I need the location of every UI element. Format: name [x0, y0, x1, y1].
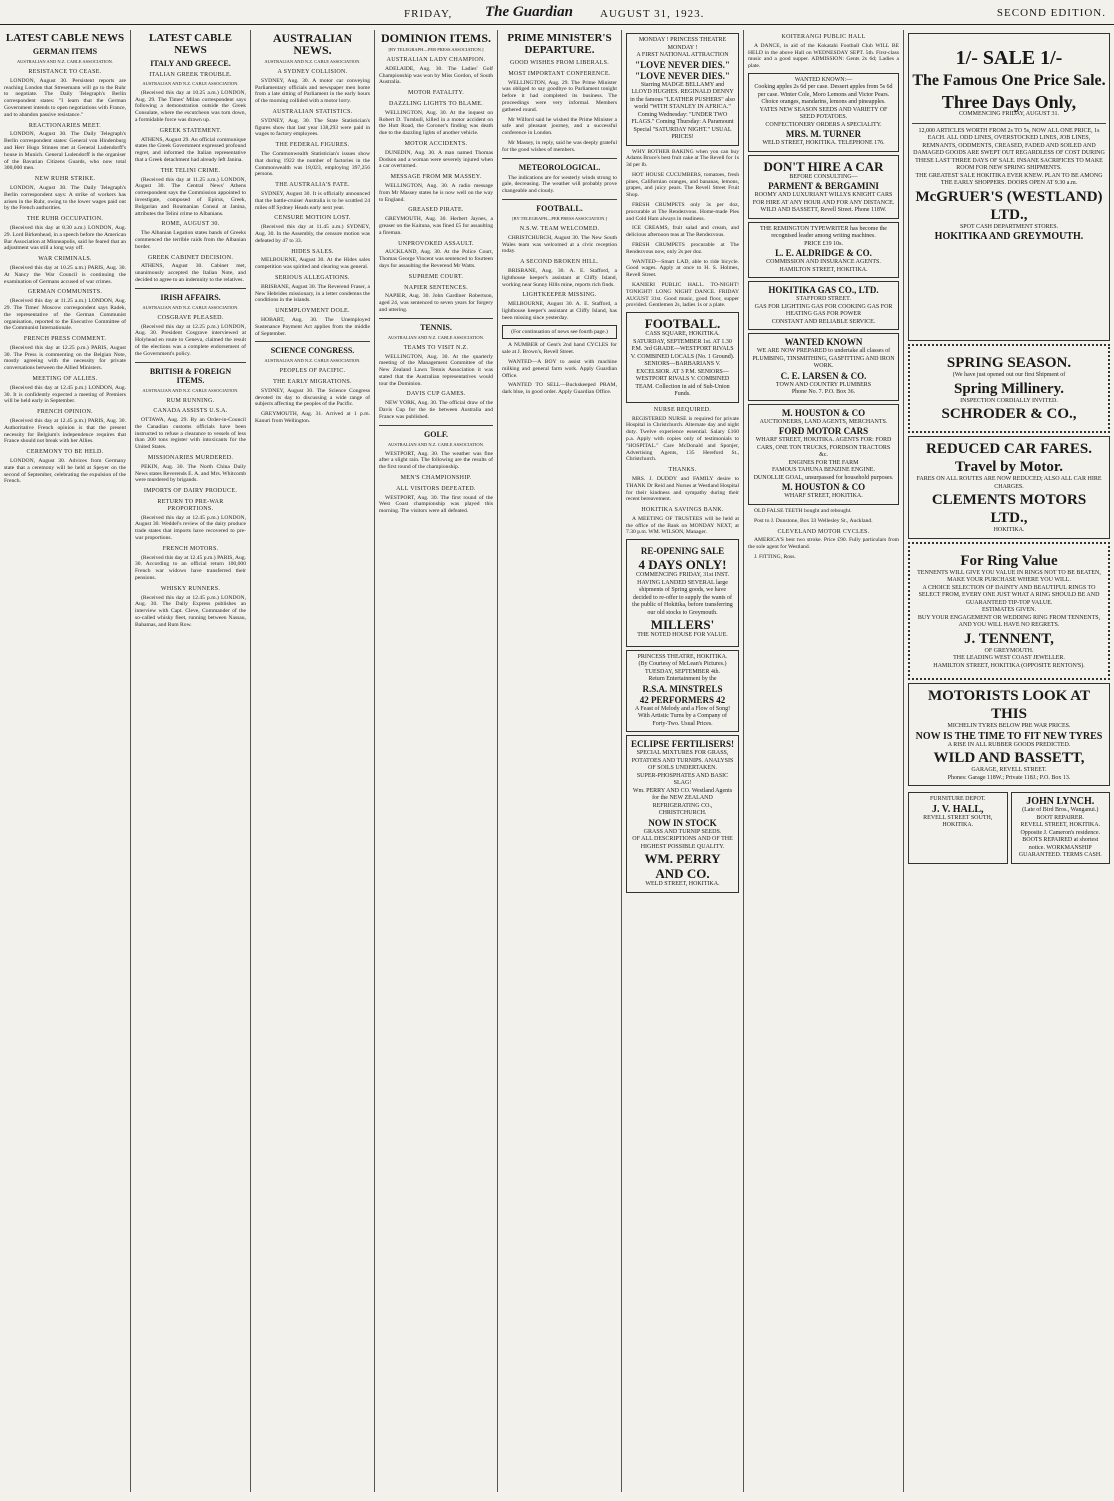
- article-heading: WHISKY RUNNERS.: [160, 585, 221, 592]
- eclipse-body: SPECIAL MIXTURES FOR GRASS, POTATOES AND TURNIPS. ANALYSIS OF SOILS UNDERTAKEN.: [631, 750, 734, 772]
- classified-ad: WANTED—Smart LAD, able to ride bicycle. Good wages. Apply at once to H. S. Holmes, Revell Street.: [626, 258, 739, 279]
- article-text: WELLINGTON, Aug. 30. At the inquest on Robert D. Turnbull, killed in a motor accident on the Hutt Road, the Coroner's finding was death due to the dazzling lights of another vehicle.: [379, 109, 493, 137]
- clements-name: CLEMENTS MOTORS LTD.,: [931, 492, 1087, 526]
- one-price-sale-ad: [908, 33, 1110, 341]
- sale-date: COMMENCING FRIDAY, 31st INST.: [635, 572, 730, 579]
- agency-credit: AUSTRALIAN AND N.Z. CABLE ASSOCIATION.: [387, 334, 485, 340]
- wanted-body: Cooking apples 2s 6d per case. Dessert apples from 5s 6d per case. Winter Cole, Moro Lemons and Victor Pears. Choice oranges, mandarins, lemons and pineapples.: [754, 84, 893, 106]
- turner-ad: [748, 73, 899, 152]
- section-heading: SCIENCE CONGRESS.: [270, 346, 355, 356]
- article-text: GREYMOUTH, Aug. 31. Arrived at 1 p.m. Kanuri from Wellington.: [255, 411, 370, 425]
- mcgruer-name: McGRUER'S (WESTLAND) LTD.,: [915, 188, 1103, 223]
- agency-credit: AUSTRALIAN AND N.Z. CABLE ASSOCIATION.: [387, 441, 485, 447]
- spring-inspection: INSPECTION CORDIALLY INVITED.: [960, 397, 1058, 404]
- nurse-ad: REGISTERED NURSE is required for private Hospital in Christchurch. Alternate day and night duty. Twelve experience essential. Salary £160 p.a. Apply with copies only of testimonials to "HOSPITAL." Care McDonald and Sponjer, Advertising Agents, 135 Hereford St., Christchurch.: [626, 415, 739, 463]
- lynch-boot-ad: [1011, 792, 1111, 864]
- ford-body: WHARF STREET, HOKITIKA. AGENTS FOR: FORD CARS, ONE TON TRUCKS, FORDSON TRACTORS &c.: [755, 437, 892, 459]
- article-text: (Received this day at 12.25 p.m.) LONDON, Aug. 30. President Cosgrave interviewed at Holyhead en route to Geneva, claimed the result of the elections was a complete endorsement of the Government's policy.: [135, 323, 246, 357]
- princess-date: TUESDAY, SEPTEMBER 4th.: [644, 668, 720, 675]
- section-heading: METEOROLOGICAL.: [518, 162, 601, 172]
- edition-label: SECOND EDITION.: [996, 7, 1106, 19]
- motorists-michelin: MICHELIN TYRES BELOW PRE WAR PRICES.: [947, 723, 1071, 729]
- agency-credit: AUSTRALIAN AND N.Z. CABLE ASSOCIATION.: [264, 59, 361, 64]
- article-heading: SUPREME COURT.: [408, 273, 464, 280]
- section-heading: IRISH AFFAIRS.: [160, 292, 221, 302]
- article-text: BRISBANE, Aug. 30. A. E. Stafford, a lighthouse keeper's assistant at Cliffy Island, working near Sunny Hills mine, reports rich finds.: [502, 267, 617, 288]
- spring-millinery: Spring Millinery.: [953, 380, 1064, 397]
- eclipse-title: ECLIPSE FERTILISERS!: [631, 739, 734, 750]
- article-heading: COSGRAVE PLEASED.: [157, 314, 224, 321]
- lynch-terms: BOOTS REPAIRED at shortest notice. WORKMANSHIP GUARANTEED. TERMS CASH.: [1018, 837, 1102, 858]
- yates-seeds: YATES NEW SEASON SEEDS AND VARIETY OF SEED POTATOES.: [759, 106, 888, 121]
- divider: [912, 123, 1106, 124]
- princess-courtesy: (By Courtesy of McLean's Pictures.): [638, 661, 727, 668]
- article-heading: DAZZLING LIGHTS TO BLAME.: [389, 100, 483, 107]
- article-heading: RESISTANCE TO CEASE.: [28, 69, 102, 75]
- minstrels-ad: [626, 650, 739, 733]
- section-heading: BRITISH & FOREIGN ITEMS.: [149, 366, 232, 385]
- article-heading: MEN'S CHAMPIONSHIP.: [400, 475, 472, 482]
- article-heading: AUSTRALIAN STATISTICS.: [272, 108, 353, 115]
- article-heading: FRENCH PRESS COMMENT.: [23, 336, 107, 343]
- clements-town: HOKITIKA.: [993, 527, 1025, 533]
- article-text: (Received this day at 12.25 p.m.) PARIS, August 30. The Press is commenting on the Belgian Note, mostly agreeing with the necessity for private conversations between the Allied Ministers.: [4, 344, 126, 372]
- article-heading: MOTOR ACCIDENTS.: [404, 140, 468, 147]
- divider: [502, 158, 617, 159]
- column-prime-minister: [498, 30, 622, 1492]
- reduced-fares-ad: [908, 436, 1110, 539]
- section-heading: FOOTBALL.: [536, 203, 583, 213]
- aldridge-address: HAMILTON STREET, HOKITIKA.: [779, 266, 868, 273]
- kanieri-hall-ad: KANIERI PUBLIC HALL. TO-NIGHT! TONIGHT! LONG NIGHT DANCE. FRIDAY AUGUST 31st. Good music, good floor, supper provided. Gentlemen 2s, ladies 1s or a plate.: [626, 282, 739, 309]
- confectionery: CONFECTIONERY ORDERS A SPECIALITY.: [765, 121, 882, 128]
- ring-body-2: A CHOICE SELECTION OF DAINTY AND BEAUTIFUL RINGS TO SELECT FROM, EVERY ONE JUST WHAT A RING SHOULD BE AND GUARANTEED TIP-TOP VALUE.: [918, 584, 1100, 606]
- article-heading: AUSTRALIAN LADY CHAMPION.: [386, 57, 486, 63]
- houston-name-2: M. HOUSTON & CO: [781, 482, 866, 493]
- spring-title: SPRING SEASON.: [946, 355, 1072, 371]
- car-body: ROOMY AND LUXURIANT WILLYS KNIGHT CARS FOR HIRE AT ANY HOUR AND FOR ANY DISTANCE.: [752, 192, 895, 206]
- article-text: SYDNEY, August 30. It is officially announced that the battle-cruiser Australia is to be scuttled 24 miles off Sydney Heads early next year.: [255, 190, 370, 211]
- nurse-heading: NURSE REQUIRED.: [653, 406, 712, 413]
- article-heading: MISSIONARIES MURDERED.: [147, 455, 234, 462]
- motorists-ad: [908, 683, 1110, 786]
- column-heading: LATEST CABLE NEWS: [148, 32, 233, 56]
- benzine: FAMOUS TAHUNA BENZINE ENGINE.: [772, 467, 875, 474]
- ring-body-3: BUY YOUR ENGAGEMENT OR WEDDING RING FROM TENNENTS, AND YOU WILL HAVE NO REGRETS.: [917, 614, 1101, 628]
- koiterangi-heading: KOITERANGI PUBLIC HALL: [781, 34, 866, 40]
- now-in-stock: NOW IN STOCK: [648, 817, 717, 828]
- article-heading: FRENCH OPINION.: [37, 409, 93, 416]
- article-text: PEKIN, Aug. 30. The North China Daily News states Reverends E. A. and Mrs. Whitcomb were murdered by brigands.: [135, 463, 246, 484]
- article-heading: GREEK STATEMENT.: [159, 127, 222, 134]
- article-text: WELLINGTON, Aug. 29. The Prime Minister was obliged to say goodbye to Parliament tonight before it had completed its business. The proceedings were very informal. Members gathered round.: [502, 79, 617, 113]
- article-heading: MOTOR FATALITY.: [407, 90, 465, 97]
- article-heading: ITALIAN GREEK TROUBLE.: [149, 72, 232, 78]
- agency-credit: [BY TELEGRAPH—PER PRESS ASSOCIATION.]: [511, 215, 607, 221]
- perry-address: WELD STREET, HOKITIKA.: [645, 881, 720, 888]
- sale-top: 1/- SALE 1/-: [955, 47, 1063, 69]
- article-heading: THE TELINI CRIME.: [160, 167, 221, 174]
- houston-desc: AUCTIONEERS, LAND AGENTS, MERCHANTS.: [759, 418, 888, 425]
- masthead: [0, 0, 1114, 25]
- wild-bassett-name: WILD AND BASSETT,: [933, 750, 1085, 766]
- rsa-title: R.S.A. MINSTRELS: [642, 683, 723, 694]
- article-heading: PEOPLES OF PACIFIC.: [279, 368, 346, 375]
- football-body: CASS SQUARE, HOKITIKA. SATURDAY, SEPTEMBER 1st. AT 1.30 P.M. 3rd GRADE—WESTPORT RIVALS V. COMBINED LOCALS (No. 1 Ground). SENIORS—BARBARIANS V. EXCELSIOR. AT 3 P.M. SENIORS—WESTPORT RIVALS V. COMBINED TEAM. Collection in aid of Sub-Union Funds.: [630, 331, 735, 398]
- article-heading: REACTIONARIES MEET.: [28, 122, 102, 129]
- article-text: ATHENS, August 29. An official communique states the Greek Government expressed profound regret, and informed the Italian representative that a Greek detachment had already left Janina.: [135, 136, 246, 163]
- article-heading: RETURN TO PRE-WAR PROPORTIONS.: [157, 499, 224, 512]
- gas-name: HOKITIKA GAS CO., LTD.: [768, 285, 879, 296]
- thanks-heading: THANKS.: [668, 467, 697, 474]
- cleveland-ad: AMERICA'S best two stroke. Price £90. Fully particulars from the sole agent for Westland.: [748, 537, 899, 551]
- sale-name: The Famous One Price Sale.: [912, 71, 1106, 89]
- eclipse-super: SUPER-PHOSPHATES AND BASIC SLAG!: [636, 772, 729, 787]
- article-text: SYDNEY, Aug. 30. The State Statistician's figures show that last year 138,293 were paid in wages to factory employees.: [255, 117, 370, 138]
- car-title: DON'T HIRE A CAR: [763, 158, 884, 174]
- millers-name: MILLERS': [650, 617, 715, 633]
- article-text: LONDON, August 30. The Daily Telegraph's Berlin correspondent states: General von Hindenburg and Herr Hugo Stinnes met at General Ludendorff's house in Munich. General Ludendorff is the organiser of the Bavarian Citizens Guards, who now total 300,000 men.: [4, 131, 126, 172]
- column-italy-greece: [131, 30, 251, 1492]
- column-advertisements-2: [744, 30, 904, 1492]
- sale-body: 12,000 ARTICLES WORTH FROM 2s TO 5s, NOW ALL ONE PRICE, 1s EACH. ALL ODD LINES, OVERSTOCKED LINES, JOB LINES, REMNANTS, ODDMENTS, CREASED, FADED AND SOILED AND DAMAGED GOODS ARE SWEPT OUT REGARDLESS OF COST DURING THESE LAST THREE DAYS OF SALE. INSANE SACRIFICES TO MAKE ROOM FOR NEW SPRING SHIPMENTS.: [913, 127, 1105, 172]
- article-heading: WAR CRIMINALS.: [38, 256, 92, 263]
- column-heading: PRIME MINISTER'S DEPARTURE.: [507, 32, 612, 56]
- sale-foot: THE GREATEST SALE HOKITIKA EVER KNEW. PLAN TO BE AMONG THE EARLY SHOPPERS. DOORS OPEN AT 9.30 a.m.: [915, 172, 1103, 187]
- article-text: (Received this day at 12.45 p.m.) LONDON, Aug. 30. The Daily Express publishes an interview with Capt. Cleve, Commander of the so-called whisky fleet, running between Nassau, Bahamas, and Rum Row.: [135, 594, 246, 628]
- turner-name: MRS. M. TURNER: [785, 129, 862, 140]
- article-heading: GOOD WISHES FROM LIBERALS.: [509, 60, 610, 66]
- princess-theatre-ad: [626, 33, 739, 146]
- article-heading: HIDES SALES.: [291, 248, 334, 255]
- column-display-ads: [904, 30, 1114, 1492]
- lynch-trade: BOOT REPAIRER.: [1036, 814, 1085, 821]
- engines: ENGINES FOR THE FARM: [788, 459, 859, 466]
- false-teeth-address: Post to J. Dunstone, Box 33 Wellesley St., Auckland.: [754, 517, 873, 524]
- article-text: NEW YORK, Aug. 30. The official draw of the Davis Cup for the tie between Australia and France was published.: [379, 400, 493, 420]
- article-heading: THE EARLY MIGRATIONS.: [273, 379, 352, 386]
- larsen-contact: Phone No. 7. P.O. Box 36.: [791, 389, 856, 396]
- agency-credit: AUSTRALIAN AND N.Z. CABLE ASSOCIATION.: [142, 304, 239, 310]
- article-text: SYDNEY, August 30. The Science Congress devoted its day to discussing a wide range of subjects affecting the peoples of the Pacific.: [255, 387, 370, 408]
- column-heading: LATEST CABLE NEWS: [5, 32, 125, 44]
- tennent-address: HAMILTON STREET, HOKITIKA (OPPOSITE RENTON'S).: [933, 662, 1085, 669]
- article-text: The Albanian Legation states bands of Greeks commenced the terrible raids from the Albanian border.: [135, 230, 246, 250]
- schroder-name: SCHRODER & CO.,: [941, 406, 1077, 422]
- article-heading: A SYDNEY COLLISION.: [277, 69, 348, 75]
- motorists-rise: A RISE IN ALL RUBBER GOODS PREDICTED.: [947, 741, 1071, 748]
- rsa-body: A Feast of Melody and a Flow of Song! With Artistic Turns by a Company of Forty-Two. Usual Prices.: [634, 705, 731, 727]
- gas-uses: GAS FOR LIGHTING GAS FOR COOKING GAS FOR HEATING GAS FOR POWER: [754, 303, 893, 318]
- bank-heading: HOKITIKA SAVINGS BANK.: [641, 507, 724, 514]
- known-body: WE ARE NOW PREPARED to undertake all classes of PLUMBING, TINSMITHING, GASFITTING AND IRON WORK.: [752, 348, 895, 370]
- divider: [502, 199, 617, 200]
- article-text: DUNEDIN, Aug. 30. A man named Thomas Dodson and a woman were severely injured when a car overturned.: [379, 149, 493, 170]
- aldridge-name: L. E. ALDRIDGE & CO.: [775, 248, 872, 259]
- motorists-title: MOTORISTS LOOK AT THIS: [928, 688, 1090, 722]
- divider: [379, 425, 493, 426]
- agency-credit: [BY TELEGRAPH—PER PRESS ASSOCIATION.]: [388, 47, 484, 52]
- article-heading: GREEK CABINET DECISION.: [147, 254, 234, 261]
- perry-name: WM. PERRY AND CO.: [644, 851, 721, 882]
- article-text: (Received this day at 12.45 p.m.) PARIS, Aug. 30. Authoritative French opinion is that the present necessity for Belgium's independence requires that France should not break with her Allies.: [4, 418, 126, 445]
- article-text: Mr Wilford said he wished the Prime Minister a safe and pleasant journey, and a successful conference in London.: [502, 116, 617, 137]
- gas-service: CONSTANT AND RELIABLE SERVICE.: [771, 318, 876, 325]
- eclipse-ad: [626, 735, 739, 893]
- agency-credit: AUSTRALIAN AND N.Z. CABLE ASSOCIATION.: [142, 80, 239, 86]
- ring-body-1: TENNENTS WILL GIVE YOU VALUE IN RINGS NOT TO BE BEATEN, MAKE YOUR PURCHASE WHERE YOU WILL.: [917, 569, 1101, 583]
- article-text: ATHENS, August 30. Cabinet met, unanimously accepted the Italian Note, and decided to agree to an indemnity to the relatives.: [135, 263, 246, 283]
- houston-name: M. HOUSTON & CO: [781, 407, 866, 418]
- agency-credit: AUSTRALIAN AND N.Z. CABLE ASSOCIATION.: [142, 387, 239, 393]
- princess-name: PRINCESS THEATRE, HOKITIKA.: [637, 653, 728, 660]
- article-text: (Received this day at 12.45 p.m.) LONDON, August 30. Weddel's review of the dairy produce trade states that imports have recovered to pre-war proportions.: [135, 514, 246, 542]
- rsa-performers: 42 PERFORMERS 42: [639, 694, 726, 705]
- newspaper-title: The Guardian: [485, 4, 573, 20]
- car-consult: BEFORE CONSULTING—: [789, 173, 858, 180]
- article-heading: TEAMS TO VISIT N.Z.: [403, 344, 469, 351]
- football-ad: [626, 312, 739, 403]
- classified-ad: A NUMBER of Gent's 2nd hand CYCLES for sale at J. Brown's, Revell Street.: [502, 342, 617, 356]
- article-heading: CANADA ASSISTS U.S.A.: [153, 408, 228, 415]
- theatre-top: MONDAY ! PRINCESS THEATRE MONDAY !: [638, 37, 727, 51]
- reduced-sub: Travel by Motor.: [955, 459, 1063, 475]
- grass-body: OF ALL DESCRIPTIONS AND OF THE HIGHEST POSSIBLE QUALITY.: [632, 836, 733, 850]
- article-heading: GREASED PIRATE.: [408, 207, 464, 214]
- section-heading: TENNIS.: [420, 322, 452, 332]
- article-heading: LIGHTKEEPER MISSING.: [522, 292, 597, 299]
- bottom-ads-row: [908, 789, 1110, 867]
- aldridge-desc: COMMISSION AND INSURANCE AGENTS.: [766, 259, 881, 266]
- article-text: (Received this day at 11.45 a.m.) SYDNEY, Aug. 30. In the Assembly, the censure motion was defeated by 47 to 33.: [255, 224, 370, 244]
- tennent-name: J. TENNENT,: [964, 630, 1054, 647]
- article-text: WELLINGTON, Aug. 30. At the quarterly meeting of the Management Committee of the New Zealand Lawn Tennis Association it was stated that the Australian representatives would tour the Dominion.: [379, 353, 493, 387]
- article-heading: RUM RUNNING.: [166, 397, 215, 404]
- houston-address: WHARF STREET, HOKITIKA.: [784, 493, 863, 500]
- sale-heading: RE-OPENING SALE: [640, 546, 725, 557]
- larsen-desc: TOWN AND COUNTRY PLUMBERS: [775, 381, 872, 388]
- article-heading: GERMAN COMMUNISTS.: [27, 289, 103, 296]
- wanted-heading: WANTED KNOWN:—: [794, 76, 853, 83]
- divider: [379, 318, 493, 319]
- ring-estimates: ESTIMATES GIVEN.: [982, 607, 1036, 613]
- lynch-address: REVELL STREET, HOKITIKA. Opposite J. Cameron's residence.: [1020, 822, 1101, 836]
- koiterangi-ad: A DANCE, in aid of the Kokatahi Football Club WILL BE HELD in the above Hall on WEDNESDAY SEPT. 5th. First-class music and a good supper. ADMISSION: Gents 2s 6d; Ladies a plate.: [748, 42, 899, 70]
- column-heading: AUSTRALIAN NEWS.: [272, 31, 353, 57]
- gas-company-ad: [748, 281, 899, 330]
- article-text: (Received this day at 11.25 a.m.) LONDON, Aug. 29. The Times' Moscow correspondent says Radek, the representative of the German Communist organisation, reported to the Executive Committee of the Communist Internationale.: [4, 298, 126, 332]
- article-heading: CENSURE MOTION LOST.: [274, 215, 351, 222]
- masthead-day: FRIDAY,: [404, 8, 453, 20]
- divider: [135, 362, 246, 363]
- houston-ad: [748, 404, 899, 505]
- car-hire-ad: [748, 155, 899, 219]
- article-text: The indications are for westerly winds strong to gale, decreasing. The weather will probably prove changeable and cloudy.: [502, 174, 617, 195]
- eclipse-agents: Wm. PERRY AND CO. Westland Agents for the NEW ZEALAND REFRIGERATING CO., CHRISTCHURCH.: [632, 787, 733, 817]
- thanks-notice: MRS. J. DUDDY and FAMILY desire to THANK Dr Reid and Nurses at Westland Hospital for their kindness and sympathy during their recent bereavement.: [626, 475, 740, 503]
- article-heading: N.S.W. TEAM WELCOMED.: [519, 225, 600, 232]
- agency-credit: AUSTRALIAN AND N.Z. CABLE ASSOCIATION.: [264, 358, 361, 364]
- bank-notice: A MEETING OF TRUSTEES will be held at the office of the Bank on MONDAY NEXT, at 7.30 p.m. WM. WILSON, Manager.: [626, 515, 739, 536]
- theatre-sub: A FIRST NATIONAL ATTRACTION: [636, 52, 729, 58]
- typewriter-ad: [748, 222, 899, 279]
- masthead-date: AUGUST 31, 1923.: [600, 8, 705, 20]
- tennent-tagline: THE LEADING WEST COAST JEWELLER.: [953, 655, 1065, 661]
- article-heading: UNEMPLOYMENT DOLE.: [275, 308, 350, 315]
- article-heading: A SECOND BROKEN HILL.: [520, 259, 599, 266]
- mcgruer-towns: HOKITIKA AND GREYMOUTH.: [934, 231, 1084, 243]
- article-text: GREYMOUTH, Aug. 30. Herbert Jaynes, a greaser on the Kaituna, was fined £5 for assaulting a fireman.: [379, 216, 493, 236]
- article-text: (Received this day at 8.30 a.m.) LONDON, Aug. 29. Lord Birkenhead, in a speech before the American Bar Association at Minneapolis, said he feared that an adjustment was still a long way off.: [4, 224, 126, 252]
- article-text: WESTPORT, Aug. 30. The first round of the West Coast championship was played this morning. The visitors were all defeated.: [379, 494, 493, 515]
- article-text: LONDON, August 30. Persistent reports are reaching London that Stresemann will go to the Ruhr to negotiate. The Daily Telegraph's Berlin correspondent states: "I learn that the German Government intends to open negotiations with France, and to abandon passive resistance.": [4, 77, 126, 118]
- wild-bassett-phones: Phones: Garage 118W.; Private 118J.; P.O. Box 13.: [947, 774, 1071, 781]
- spring-season-ad: [908, 344, 1110, 433]
- car-firm: PARMENT & BERGAMINI: [768, 181, 879, 192]
- article-heading: ALL VISITORS DEFEATED.: [396, 485, 476, 492]
- divider: [135, 288, 246, 289]
- article-text: AUCKLAND, Aug. 30. At the Police Court, Thomas George Vincent was sentenced to fourteen days for assaulting the Reverend Mr Watts.: [379, 249, 493, 269]
- article-heading: FRENCH MOTORS.: [162, 545, 219, 552]
- car-address: WILD AND BASSETT, Revell Street. Phone 118W.: [760, 207, 887, 214]
- article-text: MELBOURNE, August 30. A. E. Stafford, a lighthouse keeper's assistant at Cliffy Island, has been missing since yesterday.: [502, 301, 617, 321]
- lynch-late: (Late of Bird Bros., Wanganui.): [1022, 807, 1099, 813]
- column-german-items: [0, 30, 131, 1492]
- sale-days: 4 DAYS ONLY!: [638, 557, 727, 573]
- classified-ad: HOT HOUSE CUCUMBERS, tomatoes, fresh pines, Californian oranges, and bananas, lemons, grapes, and juicy pears. The Revell Street Fruit Shop.: [626, 171, 739, 199]
- coal: DUNOLLIE GOAL, unsurpassed for household purposes.: [753, 474, 894, 481]
- ring-title: For Ring Value: [960, 552, 1058, 569]
- column-australian-news: [251, 30, 375, 1492]
- furniture-heading: FURNITURE DEPOT.: [929, 796, 986, 802]
- classified-ad: FRESH CRUMPETS only 3s per doz, procurable at The Rendezvous. Home-made Pies and Cold Ham always in readiness.: [626, 202, 739, 222]
- hall-furniture-ad: [908, 792, 1008, 864]
- article-text: WESTPORT, Aug. 30. The weather was fine after a slight rain. The following are the results of the first round of the championship.: [379, 450, 493, 471]
- sale-days: Three Days Only,: [941, 91, 1077, 112]
- sale-body: HAVING LANDED SEVERAL large shipments of Spring goods, we have decided to re-offer to supply the wants of the public of Hokitika, before transferring our old stocks to Greymouth.: [632, 579, 733, 616]
- article-text: The Commonwealth Statistician's issues show that during 1922 the number of factories in the Commonwealth was 18,023, employing 397,256 persons.: [255, 150, 370, 178]
- article-text: CHRISTCHURCH, August 30. The New South Wales team was welcomed at a civic reception today.: [502, 234, 617, 255]
- sale-date: COMMENCING FRIDAY, AUGUST 31.: [958, 111, 1060, 118]
- classified-ad: FRESH CRUMPETS procurable at The Rendezvous now, only 2s per doz.: [626, 242, 739, 255]
- article-heading: NEW RUHR STRIKE.: [34, 176, 96, 183]
- article-heading: IMPORTS OF DAIRY PRODUCE.: [143, 488, 238, 495]
- millers-tagline: THE NOTED HOUSE FOR VALUE.: [637, 632, 728, 639]
- article-text: (Received this day at 10.25 a.m.) LONDON, Aug. 29. The Times' Milan correspondent says following a demonstration outside the Greek Consulate, where the escutcheon was torn down, a formidable force was drawn up.: [135, 89, 246, 123]
- column-dominion-items: [375, 30, 498, 1492]
- grass-title: GRASS AND TURNIP SEEDS.: [643, 828, 722, 835]
- reduced-title: REDUCED CAR FARES.: [926, 441, 1092, 457]
- article-text: (Received this day at 12.45 p.m.) LONDON, Aug. 30. It is confidently expected a meeting of Premiers will be held early in September.: [4, 384, 126, 405]
- article-heading: MESSAGE FROM MR MASSEY.: [390, 174, 482, 181]
- larsen-name: C. E. LARSEN & CO.: [780, 370, 867, 381]
- theatre-title: "LOVE NEVER DIES." "LOVE NEVER DIES.": [635, 59, 730, 81]
- article-text: BRISBANE, August 30. The Reverend Fraser, a New Hebrides missionary, in a letter condemns the conditions in the islands.: [255, 283, 370, 304]
- article-text: NAPIER, Aug. 30. John Gardiner Robertson, aged 24, was sentenced to seven years for forgery and uttering.: [379, 293, 493, 313]
- article-heading: NAPIER SENTENCES.: [404, 284, 468, 291]
- lynch-name: JOHN LYNCH.: [1026, 796, 1095, 807]
- article-heading: THE RUHR OCCUPATION.: [26, 216, 104, 223]
- column-heading: DOMINION ITEMS.: [380, 31, 491, 45]
- false-teeth-ad: OLD FALSE TEETH bought and rebought.: [754, 507, 852, 514]
- section-heading: GOLF.: [424, 429, 448, 439]
- classified-ad: WHY BOTHER BAKING when you can buy Adams Bruce's best fruit cake at The Revell for 1s 3d per lb.: [626, 148, 739, 169]
- wild-bassett-garage: GARAGE, REVELL STREET.: [971, 767, 1047, 773]
- princess-return: Return Entertainment by the: [648, 676, 717, 683]
- fitting-signature: J. FITTING, Ross.: [754, 553, 796, 560]
- football-title: FOOTBALL.: [644, 316, 721, 332]
- larsen-ad: [748, 333, 899, 401]
- agency-credit: AUSTRALIAN AND N.Z. CABLE ASSOCIATION.: [16, 59, 114, 64]
- article-text: OTTAWA, Aug. 29. By an Order-in-Council the Canadian customs officials have been instructed to refuse a clearance to vessels of less than 200 tons register with intoxicants for the United States.: [135, 417, 246, 451]
- cleveland-heading: CLEVELAND MOTOR CYCLES.: [777, 528, 870, 535]
- article-heading: THE AUSTRALIA'S FATE.: [275, 182, 350, 189]
- article-heading: SERIOUS ALLEGATIONS.: [275, 274, 350, 281]
- section-heading: ITALY AND GREECE.: [150, 59, 231, 68]
- article-heading: MEETING OF ALLIES.: [32, 376, 98, 383]
- hall-address: REVELL STREET SOUTH, HOKITIKA.: [923, 814, 993, 828]
- known-heading: WANTED KNOWN: [784, 337, 863, 348]
- article-text: (Received this day at 11.25 a.m.) LONDON, August 30. The Central News' Athens correspondent says the Commission appointed to investigate, composed of Epirus, Greek, Bulgarian and Roumanian Consul at Janina, attributes the Telini crime to Albanians.: [135, 176, 246, 217]
- article-text: LONDON, August 30. The Daily Telegraph's Berlin correspondent says: A strike of workers has arisen in the Ruhr, owing to the lower wages paid out by the French authorities.: [4, 184, 126, 212]
- classified-ad: WANTED—A BOY to assist with machine milking and general farm work. Apply Guardian Office.: [502, 358, 617, 379]
- tennent-town: OF GREYMOUTH.: [984, 647, 1034, 654]
- classified-ad: ICE CREAMS, fruit salad and cream, and delicious afternoon teas at The Rendezvous.: [626, 225, 739, 239]
- turner-address: WELD STREET, HOKITIKA. TELEPHONE 176.: [762, 140, 885, 147]
- theatre-body: Starring MADGE BELLAMY and LLOYD HUGHES. REGINALD DENNY in the famous "LEATHER PUSHERS" also world "WITH STANLEY IN AFRICA." Coming Wednesday: "UNDER TWO FLAGS." Coming Thursday: A Paramount Special "SATURDAY NIGHT." USUAL PRICES!: [630, 81, 735, 140]
- millers-sale-ad: [626, 539, 739, 647]
- gas-street: STAFFORD STREET.: [796, 296, 851, 303]
- article-heading: UNPROVOKED ASSAULT.: [398, 240, 474, 247]
- article-text: Mr Massey, in reply, said he was deeply grateful for the good wishes of members.: [502, 139, 617, 153]
- article-text: (Received this day at 12.45 p.m.) PARIS, Aug. 30. According to an official return 100,000 French war widows have transferred their pensions.: [135, 554, 246, 582]
- type-price: PRICE £19 10s.: [804, 240, 843, 247]
- divider: [255, 341, 370, 342]
- article-text: ADELAIDE, Aug. 30. The Ladies' Golf Championship was won by Miss Gordon, of South Australia.: [379, 65, 493, 86]
- reduced-body: FARES ON ALL ROUTES ARE NOW REDUCED; ALSO ALL CAR HIRE CHARGES.: [916, 476, 1102, 490]
- continuation-note: (For continuation of news see fourth page.): [502, 325, 617, 340]
- ford-title: FORD MOTOR CARS: [778, 426, 869, 437]
- spring-intro: (We have just opened out our first Shipment of: [952, 372, 1066, 378]
- article-heading: MOST IMPORTANT CONFERENCE.: [508, 70, 611, 77]
- mcgruer-desc: SPOT CASH DEPARTMENT STORES.: [959, 223, 1059, 230]
- hall-name: J. V. HALL,: [931, 803, 984, 815]
- article-heading: ROME, AUGUST 30.: [161, 221, 220, 228]
- article-text: MELBOURNE, August 30. At the Hides sales competition was spirited and clearing was general.: [255, 257, 370, 271]
- article-heading: DAVIS CUP GAMES.: [406, 391, 466, 398]
- motorists-now: NOW IS THE TIME TO FIT NEW TYRES: [915, 730, 1103, 742]
- classified-ad: WANTED TO SELL—Buckskeeped PRAM, dark blue, in good order. Apply Guardian Office.: [502, 382, 617, 396]
- article-text: (Received this day at 10.25 a.m.) PARIS, Aug. 30. At Nancy the War Council is continuing the examination of Germans accused of war crimes.: [4, 264, 126, 285]
- article-text: LONDON, August 30. Advices from Germany state that a ceremony will be held at Speyer on the second of September, celebrating the expulsion of the French.: [4, 458, 126, 485]
- type-body: THE REMINGTON TYPEWRITER has become the recognised leader among writing machines.: [760, 225, 887, 240]
- column-advertisements-1: [622, 30, 744, 1492]
- section-heading: GERMAN ITEMS: [32, 47, 98, 56]
- article-heading: CEREMONY TO BE HELD.: [26, 449, 104, 456]
- article-text: HOBART, Aug. 30. The Unemployed Sustenance Payment Act applies from the middle of September.: [255, 316, 370, 337]
- ring-value-ad: [908, 542, 1110, 681]
- article-text: WELLINGTON, Aug. 30. A radio message from Mr Massey states he is now well on the way to England.: [379, 182, 493, 203]
- article-heading: THE FEDERAL FIGURES.: [275, 142, 350, 149]
- article-text: SYDNEY, Aug. 30. A motor car conveying Parliamentary officials and newspaper men home from a late sitting of Parliament in the early hours of the morning collided with a motor lorry.: [255, 77, 370, 105]
